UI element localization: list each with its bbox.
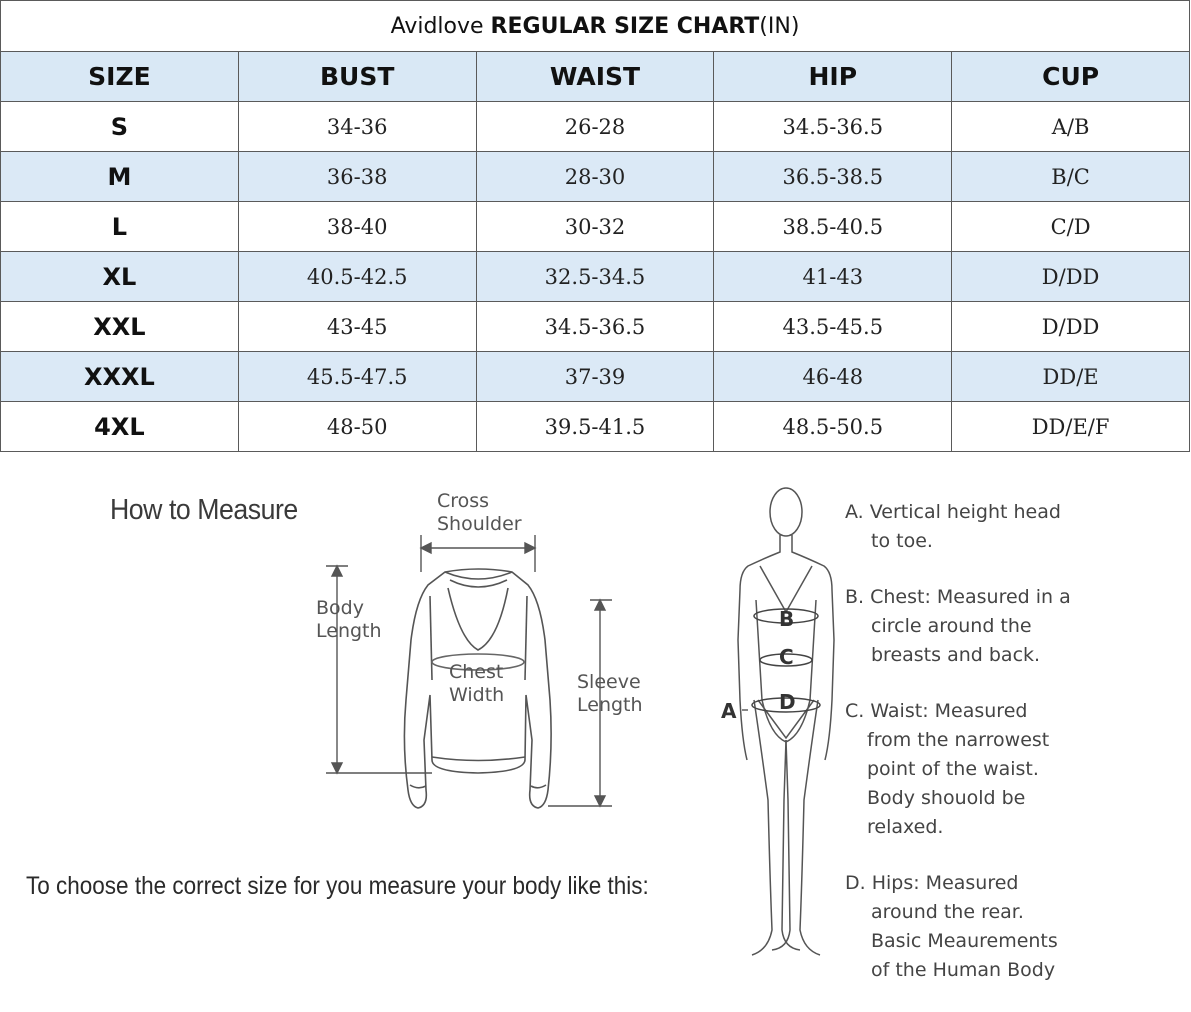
cell-size: XXXL [1, 352, 239, 402]
cell-size: M [1, 152, 239, 202]
measure-instructions: To choose the correct size for you measure your body like this: [26, 872, 649, 900]
cell-hip: 36.5-38.5 [714, 152, 952, 202]
cell-cup: B/C [952, 152, 1190, 202]
cell-cup: DD/E [952, 352, 1190, 402]
figure-letter-c: C [779, 645, 794, 669]
chart-title-unit: (IN) [759, 13, 800, 39]
cell-waist: 26-28 [476, 102, 714, 152]
cell-bust: 45.5-47.5 [238, 352, 476, 402]
cell-waist: 37-39 [476, 352, 714, 402]
note-line: to toe. [871, 530, 933, 552]
cell-size: L [1, 202, 239, 252]
note-line: relaxed. [867, 816, 944, 838]
note-first-line: B. Chest: Measured in a [845, 586, 1071, 608]
cell-waist: 30-32 [476, 202, 714, 252]
cross-shoulder-label [437, 490, 522, 536]
cell-cup: D/DD [952, 252, 1190, 302]
cell-hip: 48.5-50.5 [714, 402, 952, 452]
sleeve-length-line1: Sleeve [577, 671, 641, 693]
figure-letter-a: A [721, 699, 737, 723]
cell-cup: A/B [952, 102, 1190, 152]
header-bust: BUST [238, 52, 476, 102]
note-line: Basic Meaurements [871, 930, 1058, 952]
sleeve-length-line2: Length [577, 694, 643, 716]
cell-cup: C/D [952, 202, 1190, 252]
note-line: circle around the [871, 615, 1032, 637]
note-chest [845, 583, 1105, 670]
note-line: Body shouold be [867, 787, 1026, 809]
header-cup: CUP [952, 52, 1190, 102]
sleeve-length-label [577, 671, 643, 717]
how-to-measure-title: How to Measure [110, 494, 298, 526]
note-line: point of the waist. [867, 758, 1039, 780]
brand-name: Avidlove [390, 13, 491, 39]
cell-hip: 34.5-36.5 [714, 102, 952, 152]
chest-width-line1: Chest [449, 661, 504, 683]
note-line: around the rear. [871, 901, 1024, 923]
body-length-label [316, 597, 382, 643]
cell-cup: DD/E/F [952, 402, 1190, 452]
header-hip: HIP [714, 52, 952, 102]
note-first-line: A. Vertical height head [845, 501, 1061, 523]
chest-width-label [449, 661, 504, 707]
chart-title-bold: REGULAR SIZE CHART [490, 13, 760, 39]
cell-bust: 34-36 [238, 102, 476, 152]
cell-size: S [1, 102, 239, 152]
note-line: breasts and back. [871, 644, 1041, 666]
cell-bust: 40.5-42.5 [238, 252, 476, 302]
cell-cup: D/DD [952, 302, 1190, 352]
body-figure [738, 488, 834, 955]
cell-waist: 34.5-36.5 [476, 302, 714, 352]
body-length-line2: Length [316, 620, 382, 642]
cell-size: XXL [1, 302, 239, 352]
cell-size: 4XL [1, 402, 239, 452]
figure-letter-d: D [779, 690, 796, 714]
header-size: SIZE [1, 52, 239, 102]
cell-bust: 38-40 [238, 202, 476, 252]
body-length-line1: Body [316, 597, 364, 619]
cell-bust: 36-38 [238, 152, 476, 202]
cell-hip: 46-48 [714, 352, 952, 402]
note-first-line: C. Waist: Measured [845, 700, 1028, 722]
note-line: of the Human Body [871, 959, 1056, 981]
cell-hip: 41-43 [714, 252, 952, 302]
note-height [845, 498, 1105, 556]
cell-waist: 32.5-34.5 [476, 252, 714, 302]
note-waist [845, 697, 1105, 842]
cell-hip: 43.5-45.5 [714, 302, 952, 352]
note-first-line: D. Hips: Measured [845, 872, 1019, 894]
cell-size: XL [1, 252, 239, 302]
cell-hip: 38.5-40.5 [714, 202, 952, 252]
cross-shoulder-line2: Shoulder [437, 513, 522, 535]
cell-waist: 39.5-41.5 [476, 402, 714, 452]
cell-bust: 48-50 [238, 402, 476, 452]
cell-bust: 43-45 [238, 302, 476, 352]
header-waist: WAIST [476, 52, 714, 102]
note-hips [845, 869, 1105, 985]
figure-letter-b: B [779, 607, 795, 631]
chest-width-line2: Width [449, 684, 505, 706]
cross-shoulder-line1: Cross [437, 490, 490, 512]
note-line: from the narrowest [867, 729, 1050, 751]
cell-waist: 28-30 [476, 152, 714, 202]
measure-notes [845, 498, 1105, 1012]
